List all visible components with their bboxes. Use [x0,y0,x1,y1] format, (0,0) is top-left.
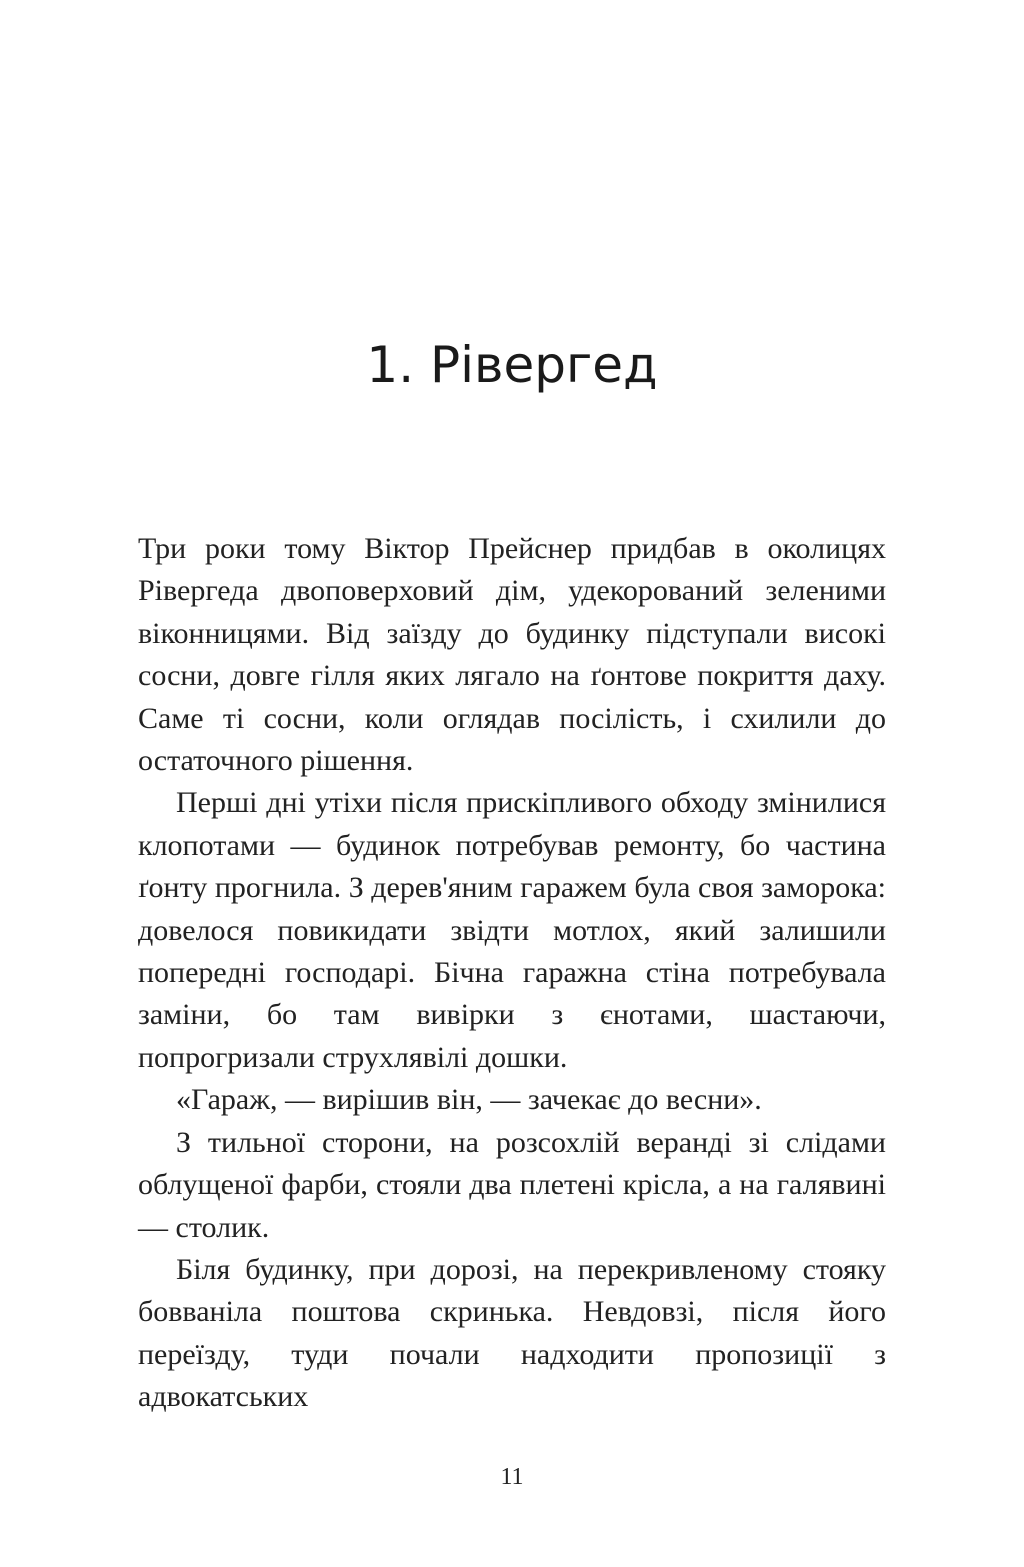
chapter-title: 1. Рівергед [366,336,658,394]
paragraph: Біля будинку, при дорозі, на перекривленому стояку бовваніла поштова скринька. Невдовзі, після його переїзду, туди почали надходити пропозиції з адвокатських [138,1252,886,1414]
chapter-body [138,528,886,1419]
paragraph: Три роки тому Віктор Прейснер придбав в околицях Рівергеда двоповерховий дім, удекорований зеленими віконницями. Від заїзду до будинку підступали високі сосни, довге гілля яких лягало на ґонтове покриття даху. Саме ті сосни, коли оглядав посілість, і схилили до остаточного рішення. [138,532,886,778]
page-number: 11 [500,1464,524,1490]
paragraph: З тильної сторони, на розсохлій веранді зі слідами облущеної фарби, стояли два плетені крісла, а на галявині — столик. [138,1125,886,1244]
paragraph: «Гараж, — вирішив він, — зачекає до весни». [176,1083,762,1117]
paragraph: Перші дні утіхи після прискіпливого обходу змінилися клопотами — будинок потребував ремонту, бо частина ґонту прогнила. З дерев'яним гаражем була своя заморока: довелося повикидати звідти мотлох, який залишили попередні господарі. Бічна гаражна стіна потребувала заміни, бо там вивірки з єнотами, шастаючи, попрогризали струхлявілі дошки. [138,786,886,1074]
